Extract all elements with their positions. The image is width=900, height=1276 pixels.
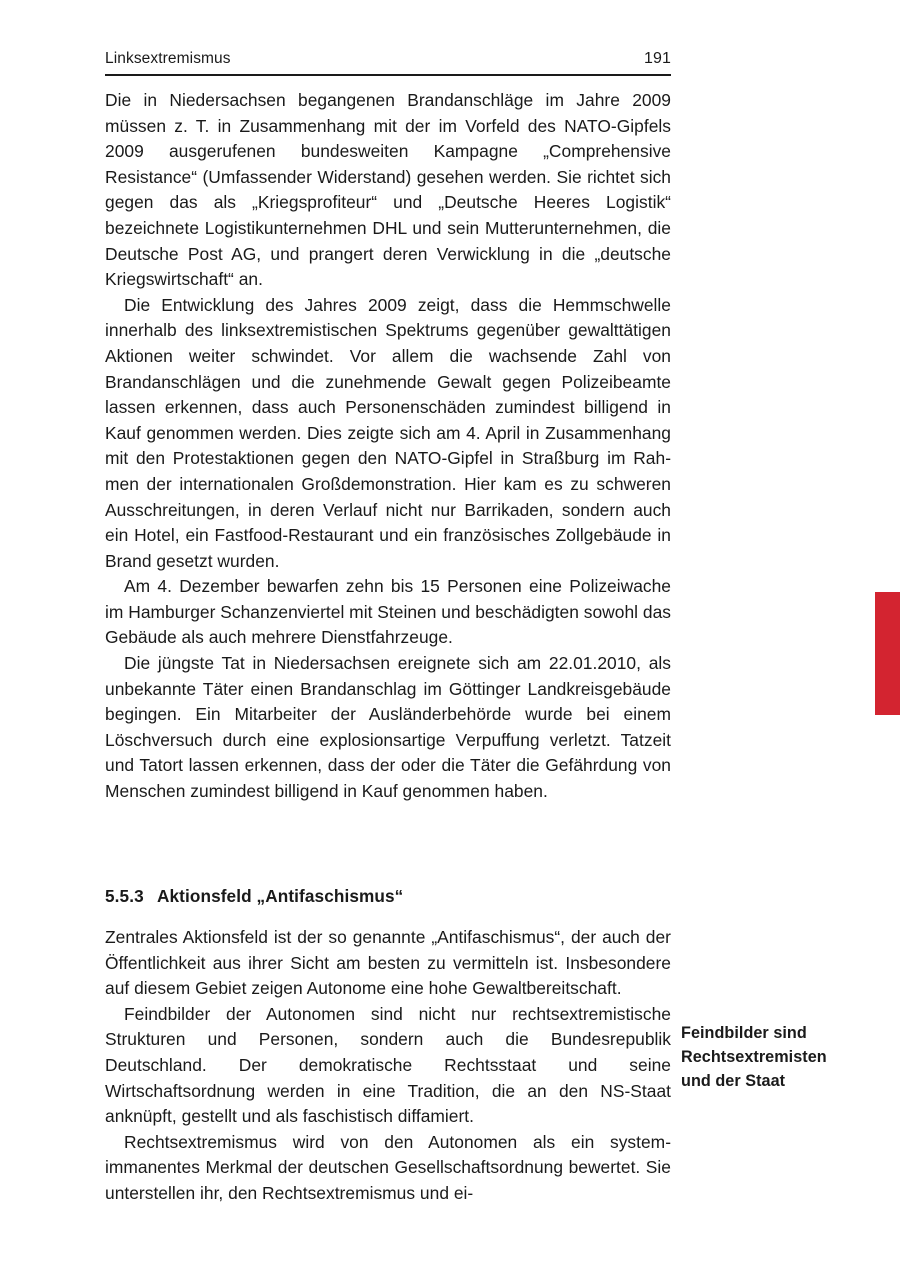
margin-note xyxy=(681,1021,881,1094)
header-divider xyxy=(105,74,671,76)
margin-note-line: Feindbilder sind xyxy=(681,1024,807,1042)
paragraph: Die jüngste Tat in Niedersachsen ereignete sich am 22.01.2010, als unbekannte Täter einen Brandanschlag im Göttinger Landkreisgebäude begingen. Ein Mitarbeiter der Ausländerbehörde wurde bei einem Löschversuch durch eine explosionsartige Verpuffung verletzt. Tatzeit und Tatort lassen erkennen, dass der oder die Täter die Gefährdung von Menschen zumindest billigend in Kauf genommen haben. xyxy=(105,653,671,802)
running-head xyxy=(105,50,671,68)
running-head-title: Linksextremismus xyxy=(105,50,231,67)
paragraph: Feindbilder der Autonomen sind nicht nur rechtsextremistische Strukturen und Personen, sondern auch die Bundesrepublik Deutschland. Der demokratische Rechtsstaat und seine Wirtschaftsordnung werden in eine Tradition, die an den NS-Staat anknüpft, gestellt und als faschistisch diffamiert. xyxy=(105,1003,671,1127)
paragraph: Rechtsextremismus wird von den Autonomen als ein systemimmanentes Merkmal der deutschen Gesellschaftsordnung bewertet. Sie unterstellen ihr, den Rechtsextremismus und ei- xyxy=(105,1131,671,1203)
paragraph: Die Entwicklung des Jahres 2009 zeigt, dass die Hemmschwelle innerhalb des linksextremistischen Spektrums gegenüber gewalttätigen Aktionen weiter schwindet. Vor allem die wachsende Zahl von Brandanschlägen und die zunehmende Gewalt gegen Polizeibeamte lassen erkennen, dass auch Personenschäden zumindest billigend in Kauf genommen werden. Dies zeigte sich am 4. April in Zusammenhang mit den Protestaktionen gegen den NATO-Gipfel in Straßburg im Rahmen der internationalen Großdemonstration. Hier kam es zu schweren Ausschreitungen, in deren Verlauf nicht nur Barrikaden, sondern auch ein Hotel, ein Fastfood-Restaurant und ein französisches Zollgebäude in Brand gesetzt wurden. xyxy=(105,294,671,571)
chapter-thumb-tab xyxy=(875,592,900,715)
paragraph: Die in Niedersachsen begangenen Brandanschläge im Jahre 2009 müssen z. T. in Zusammenhang mit der im Vorfeld des NATO-Gipfels 2009 ausgerufenen bundesweiten Kampagne „Comprehensive Resistance“ (Umfassender Widerstand) gesehen werden. Sie richtet sich gegen das als „Kriegsprofiteur“ und „Deutsche Heeres Logistik“ bezeichnete Logistikunternehmen DHL und sein Mutterunternehmen, die Deutsche Post AG, und prangert deren Verwicklung in die „deutsche Kriegswirtschaft“ an. xyxy=(105,90,671,290)
section-title: Aktionsfeld „Antifaschismus“ xyxy=(157,886,404,906)
paragraph: Zentrales Aktionsfeld ist der so genannte „Antifaschismus“, der auch der Öffentlichkeit aus ihrer Sicht am besten zu vermitteln ist. Insbesondere auf diesem Gebiet zeigen Autonome eine hohe Gewaltbereitschaft. xyxy=(105,927,671,999)
main-text-column xyxy=(105,88,671,805)
margin-note-line: und der Staat xyxy=(681,1072,786,1091)
paragraph: Am 4. Dezember bewarfen zehn bis 15 Personen eine Polizeiwache im Hamburger Schanzenviertel mit Steinen und beschädigten sowohl das Gebäude als auch mehrere Dienstfahrzeuge. xyxy=(105,576,671,648)
section-heading xyxy=(105,884,671,908)
margin-note-line: Rechtsextremisten xyxy=(681,1048,827,1067)
page-number: 191 xyxy=(644,50,671,67)
section-number: 5.5.3 xyxy=(105,886,144,906)
main-text-column-2 xyxy=(105,925,671,1207)
